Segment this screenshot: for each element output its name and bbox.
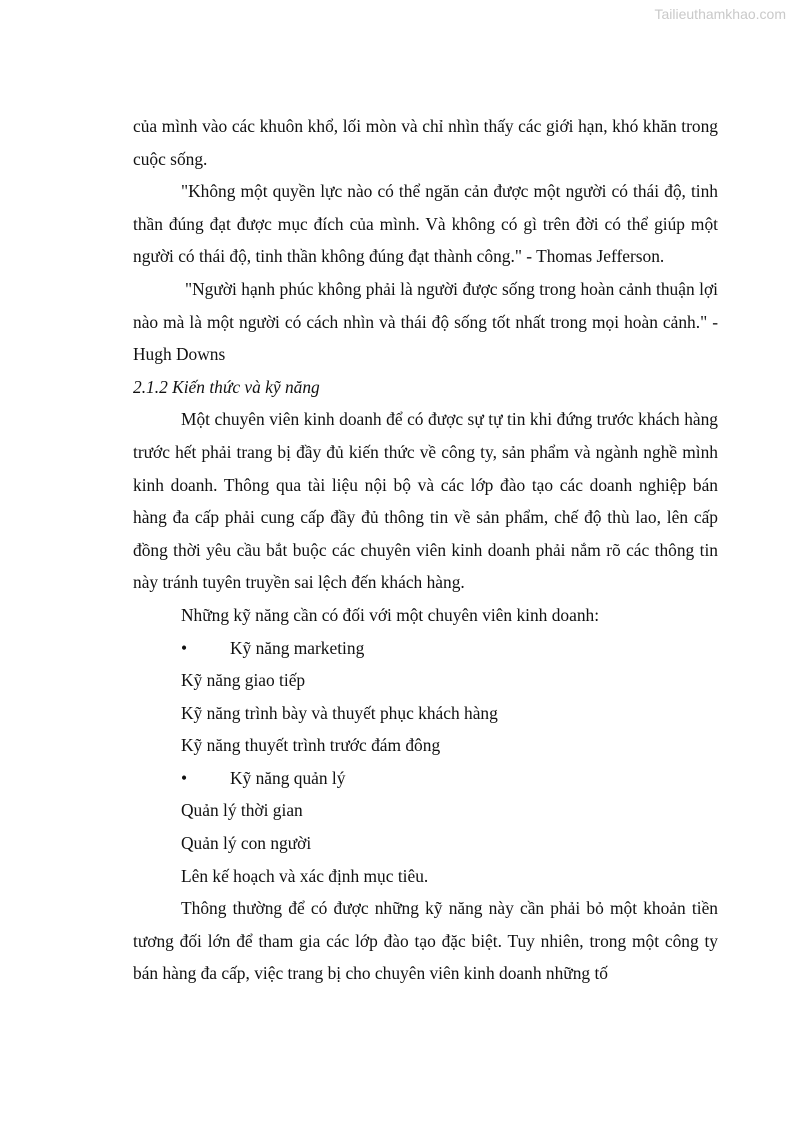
watermark: Tailieuthamkhao.com: [654, 6, 786, 22]
list-item: Kỹ năng trình bày và thuyết phục khách hàng: [181, 702, 498, 723]
bullet-management-title: Kỹ năng quản lý: [230, 767, 346, 788]
list-item: Kỹ năng giao tiếp: [181, 670, 306, 691]
quote-downs: "Người hạnh phúc không phải là người được sống trong hoàn cảnh thuận lợi nào mà là một người có cách nhìn và thái độ sống tốt nhất trong mọi hoàn cảnh." - Hugh Downs: [133, 278, 718, 365]
list-item: Quản lý thời gian: [181, 800, 303, 821]
paragraph-knowledge: Một chuyên viên kinh doanh để có được sự tự tin khi đứng trước khách hàng trước hết phải trang bị đầy đủ kiến thức về công ty, sản phẩm và ngành nghề mình kinh doanh. Thông qua tài liệu nội bộ và các lớp đào tạo các doanh nghiệp bán hàng đa cấp phải cung cấp đầy đủ thông tin về sản phẩm, chế độ thù lao, lên cấp đồng thời yêu cầu bắt buộc các chuyên viên kinh doanh phải nắm rõ các thông tin này tránh tuyên truyền sai lệch đến khách hàng.: [133, 409, 718, 593]
bullet-marketing-title: Kỹ năng marketing: [230, 637, 365, 658]
bullet-icon: •: [181, 637, 188, 658]
paragraph-skills-intro: Những kỹ năng cần có đối với một chuyên viên kinh doanh:: [181, 604, 600, 625]
paragraph-intro: của mình vào các khuôn khổ, lối mòn và chỉ nhìn thấy các giới hạn, khó khăn trong cuộc sống.: [133, 116, 718, 169]
bullet-icon: •: [181, 767, 188, 788]
bullet-marketing: [133, 632, 718, 665]
list-item: Lên kế hoạch và xác định mục tiêu.: [181, 865, 429, 886]
list-item: Kỹ năng thuyết trình trước đám đông: [181, 735, 441, 756]
section-heading: 2.1.2 Kiến thức và kỹ năng: [133, 376, 320, 397]
page-content: [133, 110, 718, 990]
bullet-management: [133, 762, 718, 795]
quote-jefferson: "Không một quyền lực nào có thể ngăn cản được một người có thái độ, tinh thần đúng đạt được mục đích của mình. Và không có gì trên đời có thể giúp một người có thái độ, tinh thần không đúng đạt thành công." - Thomas Jefferson.: [133, 181, 718, 267]
list-item: Quản lý con người: [181, 833, 312, 854]
paragraph-training: Thông thường để có được những kỹ năng này cần phải bỏ một khoản tiền tương đối lớn để tham gia các lớp đào tạo đặc biệt. Tuy nhiên, trong một công ty bán hàng đa cấp, việc trang bị cho chuyên viên kinh doanh những tố: [133, 898, 718, 984]
